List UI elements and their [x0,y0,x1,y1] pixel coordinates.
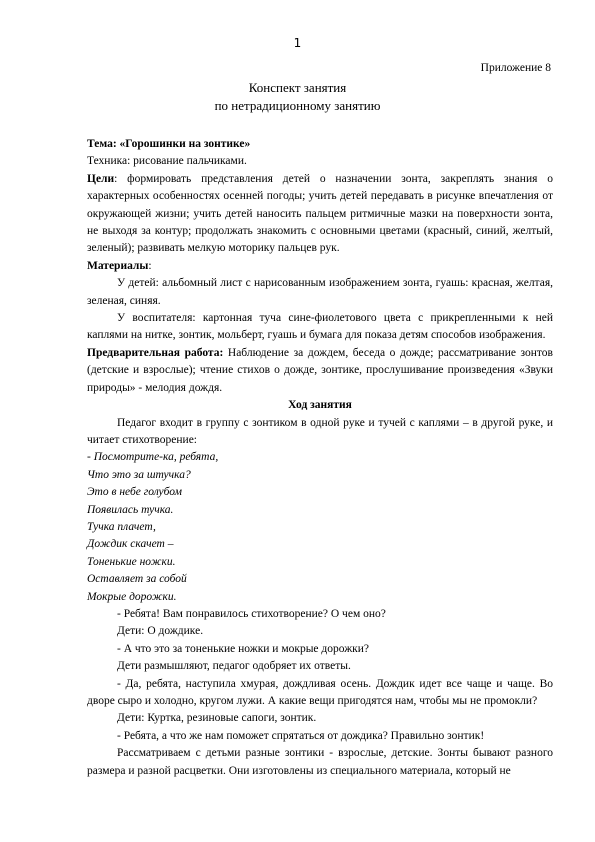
dialogue-line: - Ребята, а что же нам поможет спрятаться от дождика? Правильно зонтик! [117,729,485,742]
lesson-intro: Педагог входит в группу с зонтиком в одной руке и тучей с каплями – в другой руке, и читает стихотворение: [87,416,553,446]
document-title [0,79,595,115]
poem-line: Оставляет за собой [87,573,187,586]
dialogue-line: Дети: О дождике. [117,625,204,638]
materials-heading [87,258,553,275]
materials-colon: : [148,259,152,272]
topic-label: Тема: [87,138,117,150]
poem-line: - Посмотрите-ка, ребята, [87,451,219,464]
topic-line [87,136,553,153]
document-body [87,136,553,780]
page-number: 1 [293,36,302,50]
dialogue-line: Рассматриваем с детьми разные зонтики - взрослые, детские. Зонты бывают разного размера и разной расцветки. Они изготовлены из специального материала, который не [87,747,553,777]
poem-line: Дождик скачет – [87,538,174,551]
poem-line: Тучка плачет, [87,520,156,533]
appendix-label: Приложение 8 [480,62,551,74]
preliminary-label: Предварительная работа: [87,346,224,359]
materials-children: У детей: альбомный лист с нарисованным изображением зонта, гуашь: красная, желтая, зеленая, синяя. [87,277,553,307]
goals-text: : формировать представления детей о назначении зонта, закреплять знания о характерных особенностях осенней погоды; учить детей передавать в рисунке впечатления от окружающей жизни; учить детей наносить пальцем ритмичные мазки на поверхности зонта, не выходя за контур; продолжать знакомить с основными цветами (красный, синий, желтый, зеленый); развивать мелкую моторику пальцев рук. [87,172,553,255]
dialogue-line: Дети размышляют, педагог одобряет их ответы. [117,660,351,673]
dialogue-line: - Ребята! Вам понравилось стихотворение? О чем оно? [117,607,386,620]
poem-line: Это в небе голубом [87,486,182,499]
goals-label: Цели [87,172,115,185]
title-line-2: по нетрадиционному занятию [214,98,381,113]
poem-line: Тоненькие ножки. [87,555,176,568]
preliminary-text: Наблюдение за дождем, беседа о дожде; рассматривание зонтов (детские и взрослые); чтение стихов о дожде, зонтике, прослушивание произведения «Звуки природы» - мелодия дождя. [87,346,553,394]
dialogue-line: Дети: Куртка, резиновые сапоги, зонтик. [117,712,317,725]
dialogue-line: - Да, ребята, наступила хмурая, дождливая осень. Дождик идет все чаще и чаще. Во дворе сыро и холодно, кругом лужи. А какие вещи пригодятся нам, чтобы мы не промокли? [87,677,553,707]
poem-line: Мокрые дорожки. [87,590,177,603]
preliminary-paragraph [87,345,553,397]
lesson-heading-text: Ход занятия [288,399,352,412]
poem-line: Что это за штучка? [87,468,191,481]
title-line-1: Конспект занятия [248,80,347,95]
poem [87,449,553,606]
dialogue-line: - А что это за тоненькие ножки и мокрые дорожки? [117,642,370,655]
lesson-heading [87,397,553,414]
goals-paragraph [87,171,553,258]
materials-label: Материалы [87,259,149,272]
topic-value: «Горошинки на зонтике» [119,138,251,150]
materials-teacher: У воспитателя: картонная туча сине-фиолетового цвета с прикрепленными к ней каплями на нитке, зонтик, мольберт, гуашь и бумага для показа детям способов изображения. [87,312,553,342]
technique-line: Техника: рисование пальчиками. [87,155,247,168]
poem-line: Появилась тучка. [87,503,174,516]
